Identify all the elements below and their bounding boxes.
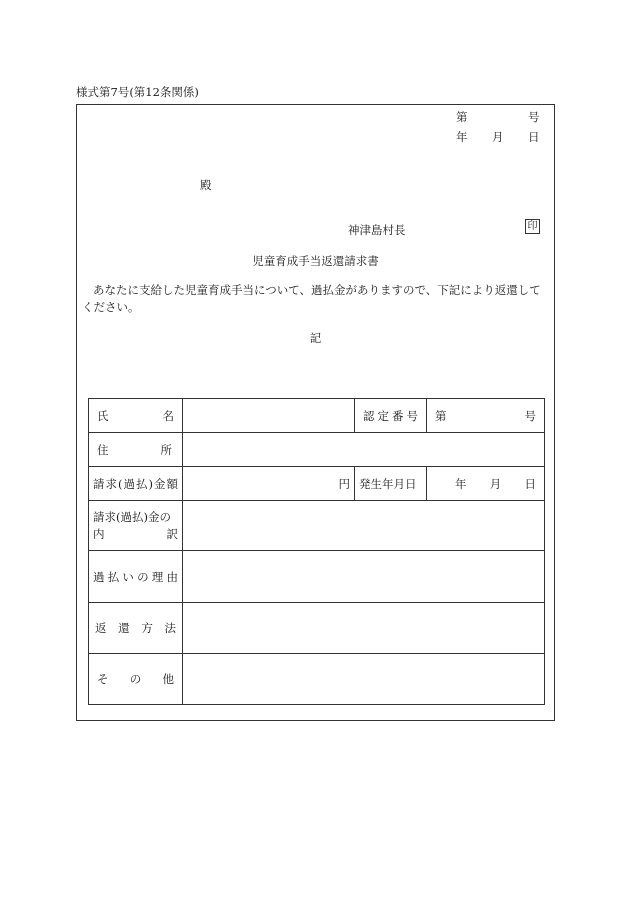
row-name <box>89 399 545 433</box>
reason-value <box>183 551 545 603</box>
occur-month: 月 <box>489 476 502 491</box>
ki-heading: 記 <box>309 331 322 345</box>
amount-label: 請求(過払)金額 <box>89 467 183 501</box>
occur-day: 日 <box>524 476 536 491</box>
occur-date-cell <box>427 467 545 501</box>
occur-year: 年 <box>455 476 467 491</box>
date-month: 月 <box>492 130 504 144</box>
issuer-mayor: 神津島村長 <box>348 223 406 237</box>
number-prefix: 第 <box>456 110 468 124</box>
date-day: 日 <box>528 130 540 144</box>
breakdown-label-line1: 請求(過払)金の <box>93 509 171 524</box>
number-suffix: 号 <box>528 110 540 124</box>
body-text: あなたに支給した児童育成手当について、過払金がありますので、下記により返還してください。 <box>82 283 541 314</box>
reason-label: 過払いの理由 <box>89 551 183 603</box>
row-reason <box>89 551 545 603</box>
document-title: 児童育成手当返還請求書 <box>252 254 379 268</box>
row-breakdown <box>89 501 545 551</box>
address-label: 住所 <box>89 433 183 467</box>
other-value <box>183 654 545 705</box>
cert-number-cell <box>427 399 545 433</box>
other-label: その他 <box>89 654 183 705</box>
method-value <box>183 603 545 654</box>
cert-suffix: 号 <box>524 408 536 423</box>
detail-table <box>88 398 545 705</box>
breakdown-label-line2: 内訳 <box>93 526 178 541</box>
amount-yen: 円 <box>183 467 355 501</box>
row-other <box>89 654 545 705</box>
cert-prefix: 第 <box>435 408 447 423</box>
form-number-label: 様式第7号(第12条関係) <box>76 85 199 99</box>
seal-mark: 印 <box>525 219 540 234</box>
row-amount <box>89 467 545 501</box>
breakdown-value <box>183 501 545 551</box>
breakdown-label <box>89 501 183 551</box>
date-year: 年 <box>456 130 468 144</box>
name-value <box>183 399 355 433</box>
method-label: 返還方法 <box>89 603 183 654</box>
addressee-honorific: 殿 <box>200 178 212 192</box>
row-method <box>89 603 545 654</box>
address-value <box>183 433 545 467</box>
occur-date-label: 発生年月日 <box>355 467 427 501</box>
cert-number-label: 認定番号 <box>355 399 427 433</box>
name-label: 氏名 <box>89 399 183 433</box>
row-address <box>89 433 545 467</box>
